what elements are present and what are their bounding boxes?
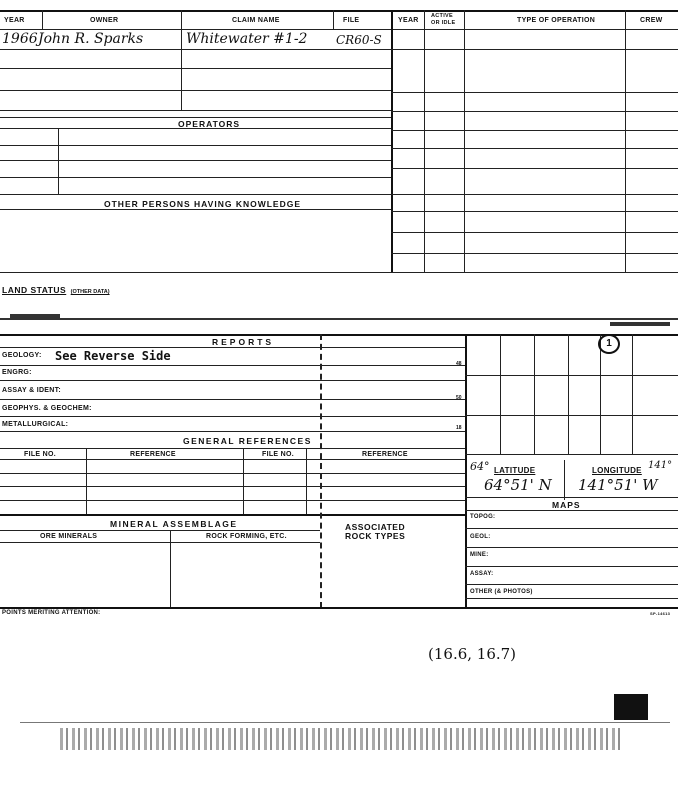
land-status-label <box>2 280 110 298</box>
entry-owner: John R. Sparks <box>38 31 144 47</box>
ref-file-no-2: FILE NO. <box>262 451 294 458</box>
header-active: ACTIVE <box>431 13 453 19</box>
longitude-label: LONGITUDE <box>592 466 642 475</box>
latitude-value: 64°51' N <box>484 476 552 494</box>
row-number-18: 18 <box>456 425 462 431</box>
header-claim-name: CLAIM NAME <box>232 17 280 24</box>
report-geology: GEOLOGY: <box>2 352 42 359</box>
map-topog: TOPOG: <box>470 514 496 520</box>
latitude-label: LATITUDE <box>494 466 536 475</box>
entry-year: 1966 <box>2 31 38 47</box>
header-file: FILE <box>343 17 360 24</box>
row-number-50: 50 <box>456 395 462 401</box>
longitude-value: 141°51' W <box>578 476 658 494</box>
map-geol: GEOL: <box>470 534 491 540</box>
scan-mark-right <box>610 322 670 326</box>
entry-file: CR60-S <box>336 33 382 47</box>
header-type-of-operation: TYPE OF OPERATION <box>517 17 596 24</box>
lon-degree: 141° <box>648 460 673 471</box>
scan-bottom-line <box>20 722 670 723</box>
form-number: SP-14613 <box>650 611 671 616</box>
map-other: OTHER (& PHOTOS) <box>470 589 533 595</box>
ref-reference-2: REFERENCE <box>362 451 408 458</box>
report-assay: ASSAY & IDENT: <box>2 387 62 394</box>
map-assay: ASSAY: <box>470 571 494 577</box>
other-persons-heading: OTHER PERSONS HAVING KNOWLEDGE <box>104 199 302 209</box>
scan-mark-left <box>10 314 60 319</box>
handwritten-coords: (16.6, 16.7) <box>428 645 517 663</box>
header-owner: OWNER <box>90 17 119 24</box>
maps-heading: MAPS <box>552 500 581 510</box>
header-crew: CREW <box>640 17 663 24</box>
report-engrg: ENGRG: <box>2 369 32 376</box>
points-meriting-attention: POINTS MERITING ATTENTION: <box>2 610 101 616</box>
land-status-title: LAND STATUS <box>2 285 67 295</box>
rock-types-heading: ROCK TYPES <box>345 531 406 541</box>
entry-claim: Whitewater #1-2 <box>186 31 308 47</box>
scan-bottom-band <box>60 728 620 750</box>
rock-forming-label: ROCK FORMING, ETC. <box>206 533 287 540</box>
ref-file-no: FILE NO. <box>24 451 56 458</box>
header-year: YEAR <box>4 17 25 24</box>
report-geophys: GEOPHYS. & GEOCHEM: <box>2 405 92 412</box>
lat-degree: 64° <box>470 460 490 473</box>
grid-circle-marker: 1 <box>598 334 620 354</box>
map-mine: MINE: <box>470 552 489 558</box>
associated-heading: ASSOCIATED <box>345 522 406 532</box>
header-or-idle: OR IDLE <box>431 20 456 26</box>
operators-heading: OPERATORS <box>178 119 241 129</box>
header-year-2: YEAR <box>398 17 419 24</box>
scan-black-block <box>614 694 648 720</box>
mineral-assemblage-heading: MINERAL ASSEMBLAGE <box>110 519 238 529</box>
general-references-heading: GENERAL REFERENCES <box>183 436 312 446</box>
scan-band <box>0 318 678 320</box>
row-number-48: 48 <box>456 361 462 367</box>
geology-value: See Reverse Side <box>55 349 171 363</box>
land-status-subtitle: (OTHER DATA) <box>70 289 110 295</box>
report-metallurgical: METALLURGICAL: <box>2 421 69 428</box>
ref-reference: REFERENCE <box>130 451 176 458</box>
ore-minerals-label: ORE MINERALS <box>40 533 98 540</box>
reports-heading: REPORTS <box>212 337 275 347</box>
